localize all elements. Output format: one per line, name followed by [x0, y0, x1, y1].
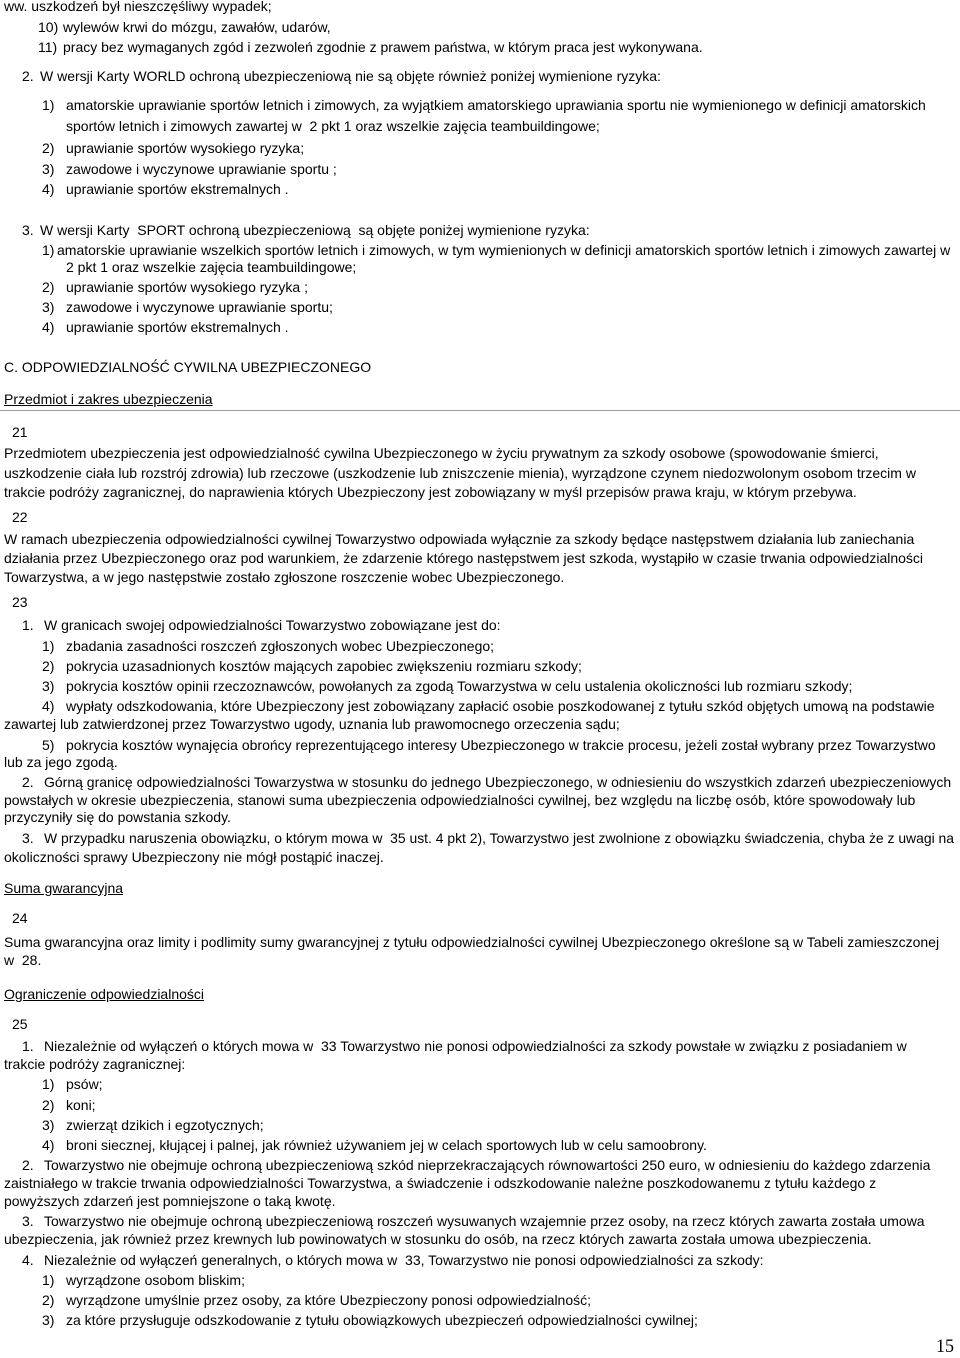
list-item-number: 2) [42, 658, 55, 674]
list-item-number: 2) [42, 1292, 55, 1308]
point-text: W wersji Karty WORLD ochroną ubezpieczeniową nie są objęte również poniżej wymienione ryzyka: [40, 68, 661, 84]
list-item-number: 4) [42, 181, 55, 197]
list-item-number: 4) [42, 1137, 55, 1153]
paragraph-label-22: 22 [12, 509, 28, 525]
list-item-text: 2 pkt 1 oraz wszelkie zajęcia teambuildingowe; [66, 259, 357, 275]
point-text: trakcie podróży zagranicznej: [4, 1056, 186, 1072]
point-text: ubezpieczenia, jak również przez krewnych lub powinowatych w stosunku do osób, na rzecz których zawarta została umowa ubezpieczenia. [4, 1231, 872, 1247]
list-item-number: 1) [42, 638, 55, 654]
horizontal-rule [0, 410, 960, 411]
list-item-text: pokrycia kosztów wynajęcia obrońcy reprezentującego interesy Ubezpieczonego w trakcie procesu, jeżeli został wybrany przez Towarzystwo [66, 737, 936, 753]
list-item-text: koni; [66, 1097, 96, 1113]
list-item-number: 5) [42, 737, 55, 753]
point-text: zaistniałego w trakcie trwania odpowiedzialności Towarzystwa, a świadczenie i odszkodowanie należne poszkodowanemu z tytułu każdego z [4, 1175, 877, 1191]
page-number: 15 [936, 1336, 955, 1357]
list-item-text: uprawianie sportów ekstremalnych . [66, 181, 289, 197]
list-item-number: 1) [42, 1272, 55, 1288]
list-item-text: broni siecznej, kłującej i palnej, jak również używaniem jej w celach sportowych lub w celu samoobrony. [66, 1137, 707, 1153]
point-text: Niezależnie od wyłączeń o których mowa w 33 Towarzystwo nie ponosi odpowiedzialności za szkody powstałe w związku z posiadaniem w [44, 1038, 907, 1054]
list-item-text: amatorskie uprawianie wszelkich sportów letnich i zimowych, w tym wymienionych w definicji amatorskich sportów letnich i zimowych zawartej w [57, 242, 951, 258]
list-item-number: 3) [42, 161, 55, 177]
list-item-text: wyrządzone umyślnie przez osoby, za które Ubezpieczony ponosi odpowiedzialność; [66, 1292, 592, 1308]
point-number: 1. [22, 1038, 34, 1054]
list-lead-line: ww. uszkodzeń był nieszczęśliwy wypadek; [4, 0, 272, 14]
list-item-number: 1) [42, 97, 55, 113]
list-item-text: za które przysługuje odszkodowanie z tytułu obowiązkowych ubezpieczeń odpowiedzialności cywilnej; [66, 1312, 698, 1328]
list-item-text: wyrządzone osobom bliskim; [66, 1272, 245, 1288]
paragraph-line: Przedmiotem ubezpieczenia jest odpowiedzialność cywilna Ubezpieczonego w życiu prywatnym za szkody osobowe (spowodowanie śmierci, [4, 445, 879, 461]
paragraph-line: Suma gwarancyjna oraz limity i podlimity sumy gwarancyjnej z tytułu odpowiedzialności cywilnej Ubezpieczonego określone są w Tabeli zamieszczonej [4, 934, 940, 950]
list-item-text: amatorskie uprawianie sportów letnich i zimowych, za wyjątkiem amatorskiego uprawiania sportu nie wymienionego w definicji amatorskich [66, 97, 926, 113]
list-item-text: zwierząt dzikich i egzotycznych; [66, 1117, 264, 1133]
list-item-text: psów; [66, 1076, 103, 1092]
point-text: Górną granicę odpowiedzialności Towarzystwa w stosunku do jednego Ubezpieczonego, w odniesieniu do wszystkich zdarzeń ubezpieczeniowych [44, 774, 952, 790]
list-item-text: pracy bez wymaganych zgód i zezwoleń zgodnie z prawem państwa, w którym praca jest wykonywana. [63, 39, 703, 55]
point-text: okoliczności sprawy Ubezpieczony nie mógł postąpić inaczej. [4, 849, 384, 865]
list-item-number: 3) [42, 678, 55, 694]
point-text: Niezależnie od wyłączeń generalnych, o których mowa w 33, Towarzystwo nie ponosi odpowiedzialności za szkody: [44, 1252, 764, 1268]
list-item-text: pokrycia kosztów opinii rzeczoznawców, powołanych za zgodą Towarzystwa w celu ustalenia okoliczności lub rozmiaru szkody; [66, 678, 853, 694]
list-item-number: 2) [42, 1097, 55, 1113]
point-number: 3. [22, 830, 34, 846]
list-item-text: lub za jego zgodą. [4, 754, 118, 770]
point-text: W granicach swojej odpowiedzialności Towarzystwo zobowiązane jest do: [44, 617, 501, 633]
point-number: 2. [22, 1157, 34, 1173]
list-item-text: wylewów krwi do mózgu, zawałów, udarów, [63, 19, 331, 35]
list-item-text: pokrycia uzasadnionych kosztów mających zapobiec zwiększeniu rozmiaru szkody; [66, 658, 582, 674]
paragraph-line: trakcie podróży zagranicznej, do naprawienia których Ubezpieczony jest zobowiązany w myśl przepisów prawa kraju, w którym przebywa. [4, 484, 857, 500]
point-text: W przypadku naruszenia obowiązku, o którym mowa w 35 ust. 4 pkt 2), Towarzystwo jest zwolnione z obowiązku świadczenia, chyba że z uwagi na [44, 830, 954, 846]
point-text: Towarzystwo nie obejmuje ochroną ubezpieczeniową szkód nieprzekraczających równowartości 250 euro, w odniesieniu do każdego zdarzenia [44, 1157, 931, 1173]
point-number: 2. [22, 774, 34, 790]
list-item-text: uprawianie sportów ekstremalnych . [66, 319, 289, 335]
list-item-number: 1) [42, 242, 55, 258]
paragraph-label-23: 23 [12, 594, 28, 610]
subsection-heading: Przedmiot i zakres ubezpieczenia [4, 391, 213, 407]
point-number: 1. [22, 617, 34, 633]
point-number: 2. [22, 68, 34, 84]
list-item-number: 4) [42, 319, 55, 335]
list-item-number: 2) [42, 140, 55, 156]
paragraph-label-21: 21 [12, 424, 28, 440]
list-item-text: sportów letnich i zimowych zawartej w 2 pkt 1 oraz wszelkie zajęcia teambuildingowe; [66, 118, 600, 134]
list-item-number: 11) [38, 39, 58, 55]
point-text: powyższych zdarzeń jest pomniejszone o taką kwotę. [4, 1193, 336, 1209]
list-item-text: uprawianie sportów wysokiego ryzyka; [66, 140, 305, 156]
subsection-heading: Suma gwarancyjna [4, 880, 124, 896]
point-number: 4. [22, 1252, 34, 1268]
paragraph-label-25: 25 [12, 1016, 28, 1032]
point-text: przyczyniły się do powstania szkody. [4, 809, 231, 825]
list-item-text: zbadania zasadności roszczeń zgłoszonych wobec Ubezpieczonego; [66, 638, 495, 654]
paragraph-line: W ramach ubezpieczenia odpowiedzialności cywilnej Towarzystwo odpowiada wyłącznie za szkody będące następstwem działania lub zaniechania [4, 531, 915, 547]
list-item-number: 3) [42, 1117, 55, 1133]
subsection-heading: Ograniczenie odpowiedzialności [4, 986, 205, 1002]
section-title: C. ODPOWIEDZIALNOŚĆ CYWILNA UBEZPIECZONEGO [4, 359, 372, 375]
point-text: powstałych w okresie ubezpieczenia, stanowi suma ubezpieczenia odpowiedzialności cywilnej, bez względu na liczbę osób, które spowodowały lub [4, 792, 916, 808]
paragraph-line: Towarzystwa, a w jego następstwie zostało zgłoszone roszczenie wobec Ubezpieczonego. [4, 569, 565, 585]
point-text: W wersji Karty SPORT ochroną ubezpieczeniową są objęte poniżej wymienione ryzyka: [40, 222, 590, 238]
list-item-text: zawodowe i wyczynowe uprawianie sportu ; [66, 161, 337, 177]
list-item-number: 3) [42, 1312, 55, 1328]
list-item-text: uprawianie sportów wysokiego ryzyka ; [66, 279, 308, 295]
list-item-text: zawodowe i wyczynowe uprawianie sportu; [66, 299, 333, 315]
list-item-text: zawartej lub zatwierdzonej przez Towarzystwo ugody, uznania lub prawomocnego orzeczenia sądu; [4, 716, 620, 732]
point-number: 3. [22, 222, 34, 238]
paragraph-label-24: 24 [12, 910, 28, 926]
list-item-number: 4) [42, 698, 55, 714]
point-number: 3. [22, 1213, 34, 1229]
list-item-number: 1) [42, 1076, 55, 1092]
list-item-number: 2) [42, 279, 55, 295]
paragraph-line: w 28. [4, 952, 42, 968]
point-text: Towarzystwo nie obejmuje ochroną ubezpieczeniową roszczeń wysuwanych wzajemnie przez osoby, na rzecz których zawarta została umowa [44, 1213, 925, 1229]
list-item-text: wypłaty odszkodowania, które Ubezpieczony jest zobowiązany zapłacić osobie poszkodowanej z tytułu szkód objętych umową na podstawie [66, 698, 935, 714]
list-item-number: 10) [38, 19, 59, 35]
paragraph-line: uszkodzenie ciała lub rozstrój zdrowia) lub rzeczowe (uszkodzenie lub zniszczenie mienia), wyrządzone czynem niedozwolonym osobom trzecim w [4, 465, 916, 481]
list-item-number: 3) [42, 299, 55, 315]
paragraph-line: działania przez Ubezpieczonego oraz pod warunkiem, że zdarzenie którego następstwem jest szkoda, wystąpiło w czasie trwania odpowiedzialności [4, 550, 924, 566]
